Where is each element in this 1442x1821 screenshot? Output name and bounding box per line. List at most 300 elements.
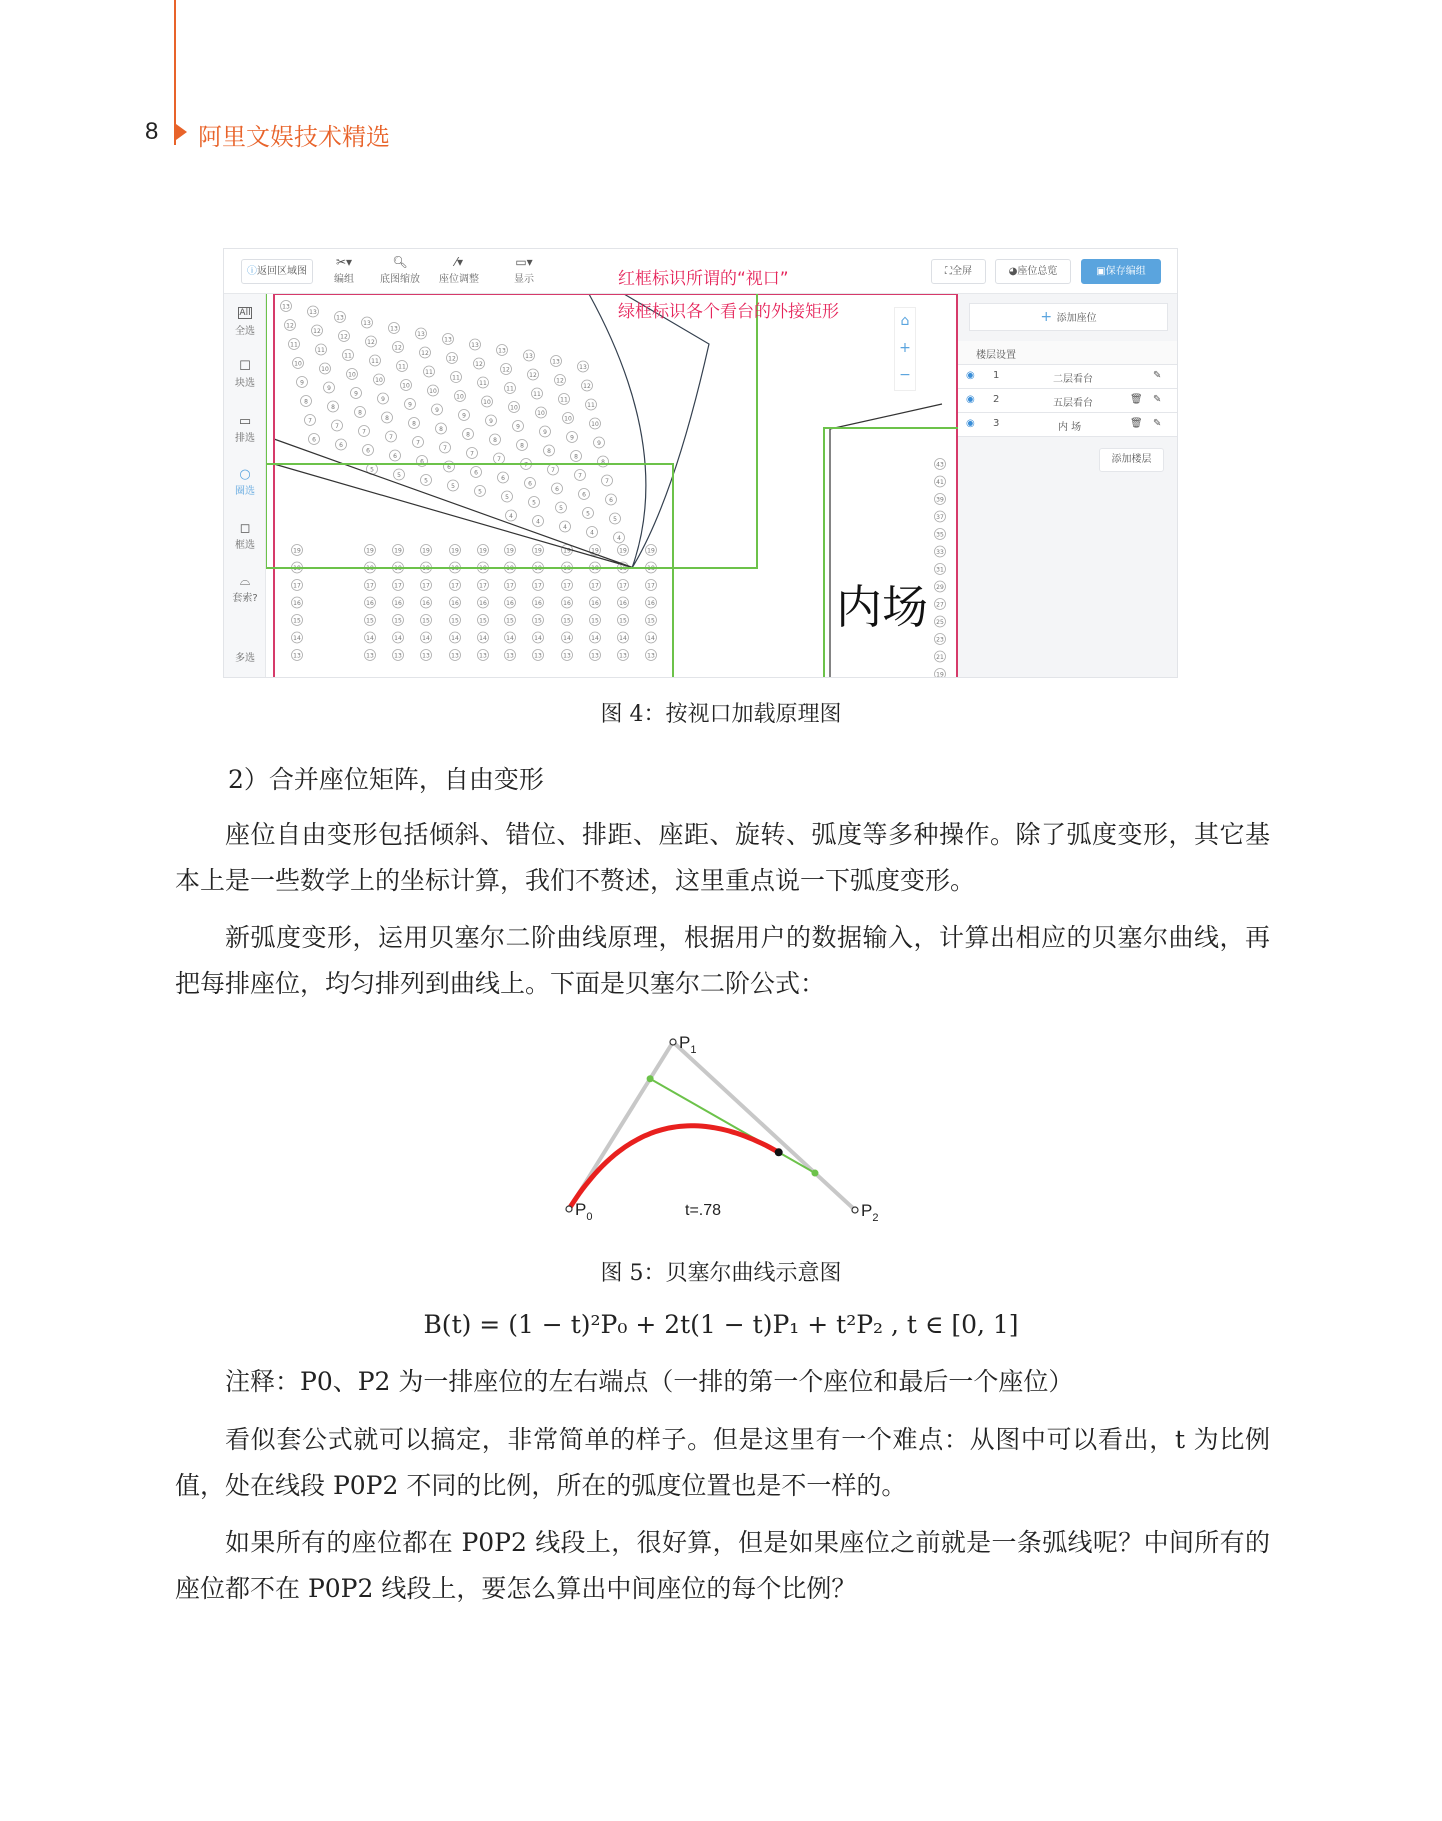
seat[interactable]	[618, 650, 629, 661]
svg-text:43: 43	[936, 461, 944, 469]
seat[interactable]	[509, 402, 520, 413]
seat[interactable]	[421, 475, 432, 486]
seat[interactable]	[533, 545, 544, 556]
svg-text:13: 13	[591, 652, 599, 660]
seat[interactable]	[343, 350, 354, 361]
seat[interactable]	[292, 632, 303, 643]
seat[interactable]	[935, 546, 946, 557]
seat[interactable]	[618, 615, 629, 626]
seat[interactable]	[935, 459, 946, 470]
svg-text:9: 9	[489, 418, 493, 425]
zoom-out-icon[interactable]: −	[899, 367, 911, 383]
seat[interactable]	[478, 632, 489, 643]
edit-icon[interactable]: ✎	[1153, 418, 1162, 429]
seat[interactable]	[324, 382, 335, 393]
svg-text:19: 19	[619, 547, 627, 555]
seat[interactable]	[459, 410, 470, 421]
note: 注释：P0、P2 为一排座位的左右端点（一排的第一个座位和最后一个座位）	[225, 1367, 1074, 1396]
svg-text:41: 41	[936, 479, 944, 486]
svg-text:19: 19	[563, 547, 571, 555]
seat[interactable]	[562, 580, 573, 591]
seat[interactable]	[365, 650, 376, 661]
svg-text:5: 5	[370, 466, 374, 474]
seat[interactable]	[416, 328, 427, 339]
svg-text:17: 17	[563, 582, 571, 590]
svg-text:17: 17	[647, 582, 655, 590]
save-group-button[interactable]: ▣保存编组	[1081, 259, 1161, 284]
seat[interactable]	[421, 545, 432, 556]
seat[interactable]	[365, 632, 376, 643]
back-icon: ⓘ	[247, 266, 257, 277]
control-point	[852, 1207, 858, 1213]
seat[interactable]	[602, 475, 613, 486]
seat[interactable]	[393, 615, 404, 626]
seat[interactable]	[562, 632, 573, 643]
svg-text:17: 17	[534, 582, 542, 590]
seat[interactable]	[285, 320, 296, 331]
seat[interactable]	[320, 363, 331, 374]
seat[interactable]	[328, 401, 339, 412]
seat[interactable]	[421, 650, 432, 661]
select-circle[interactable]: ○ 圈选	[224, 467, 266, 497]
section-heading: 2）合并座位矩阵，自由变形	[228, 765, 544, 794]
seat[interactable]	[443, 334, 454, 345]
seat[interactable]	[450, 615, 461, 626]
seat[interactable]	[386, 431, 397, 442]
svg-text:14: 14	[619, 635, 627, 642]
multi-select[interactable]: 多选	[235, 653, 255, 664]
seat[interactable]	[405, 399, 416, 410]
seat[interactable]	[590, 632, 601, 643]
svg-text:8: 8	[574, 453, 578, 461]
seat[interactable]	[467, 448, 478, 459]
svg-text:13: 13	[417, 331, 425, 338]
seat[interactable]	[363, 445, 374, 456]
seat[interactable]	[563, 413, 574, 424]
svg-text:4: 4	[509, 513, 513, 520]
svg-text:13: 13	[293, 652, 301, 660]
svg-text:15: 15	[647, 617, 655, 625]
seat[interactable]	[293, 358, 304, 369]
seat[interactable]	[935, 511, 946, 522]
seat[interactable]	[594, 437, 605, 448]
seat[interactable]	[378, 393, 389, 404]
seat[interactable]	[447, 353, 458, 364]
seat[interactable]	[513, 421, 524, 432]
seat[interactable]	[562, 650, 573, 661]
seat[interactable]	[529, 497, 540, 508]
seat[interactable]	[548, 464, 559, 475]
expand-icon: ⛶	[945, 266, 952, 277]
seat[interactable]	[590, 418, 601, 429]
seat[interactable]	[935, 494, 946, 505]
seat[interactable]	[555, 375, 566, 386]
seat[interactable]	[478, 580, 489, 591]
seat[interactable]	[421, 580, 432, 591]
seat[interactable]	[478, 597, 489, 608]
seat[interactable]	[578, 361, 589, 372]
seat[interactable]	[482, 396, 493, 407]
svg-text:8: 8	[601, 459, 605, 466]
seat[interactable]	[440, 442, 451, 453]
seat[interactable]	[451, 372, 462, 383]
seat[interactable]	[474, 358, 485, 369]
svg-text:9: 9	[543, 429, 547, 436]
seat[interactable]	[394, 469, 405, 480]
seat[interactable]	[582, 380, 593, 391]
seat[interactable]	[450, 545, 461, 556]
annotation-red: 红框标识所谓的“视口”	[618, 269, 789, 289]
seat[interactable]	[524, 350, 535, 361]
svg-text:9: 9	[462, 412, 466, 420]
seat-overview-button[interactable]: ◕座位总览	[995, 259, 1071, 284]
seat[interactable]	[365, 580, 376, 591]
seat[interactable]	[533, 597, 544, 608]
floor-row[interactable]: ◉ 2 五层看台 🗑︎ ✎	[958, 389, 1178, 413]
floor-row[interactable]: ◉ 3 内 场 🗑︎ ✎	[958, 413, 1178, 437]
seat[interactable]	[424, 366, 435, 377]
floor-row[interactable]: ◉ 1 二层看台 ✎	[958, 365, 1178, 389]
seat[interactable]	[289, 339, 300, 350]
seat[interactable]	[292, 615, 303, 626]
svg-text:11: 11	[398, 363, 406, 371]
seat[interactable]	[421, 632, 432, 643]
svg-text:5: 5	[559, 505, 563, 512]
seat[interactable]	[413, 437, 424, 448]
seat[interactable]	[421, 597, 432, 608]
tool-adjust-seats[interactable]: ⁄▾ 座位调整	[429, 255, 489, 285]
seat[interactable]	[935, 564, 946, 575]
svg-text:5: 5	[397, 472, 401, 479]
seat[interactable]	[583, 508, 594, 519]
seat[interactable]	[935, 651, 946, 662]
svg-text:10: 10	[564, 415, 572, 423]
seat[interactable]	[575, 470, 586, 481]
seat[interactable]	[598, 456, 609, 467]
home-icon[interactable]: ⌂	[900, 313, 910, 329]
svg-text:16: 16	[366, 600, 374, 607]
all-icon: All	[239, 308, 251, 318]
seat[interactable]	[590, 597, 601, 608]
select-box[interactable]: ◻ 框选	[224, 521, 266, 551]
seat[interactable]	[397, 361, 408, 372]
seat[interactable]	[450, 597, 461, 608]
seat[interactable]	[292, 545, 303, 556]
svg-text:15: 15	[479, 617, 487, 625]
svg-text:7: 7	[578, 472, 582, 480]
seat[interactable]	[450, 580, 461, 591]
svg-text:15: 15	[293, 617, 301, 625]
seat[interactable]	[475, 486, 486, 497]
seat[interactable]	[532, 388, 543, 399]
seat[interactable]	[533, 615, 544, 626]
svg-text:19: 19	[591, 547, 599, 555]
svg-text:17: 17	[366, 582, 374, 590]
seat[interactable]	[935, 599, 946, 610]
seat[interactable]	[646, 650, 657, 661]
seat[interactable]	[432, 404, 443, 415]
seat[interactable]	[533, 516, 544, 527]
seat[interactable]	[506, 510, 517, 521]
svg-text:16: 16	[479, 600, 487, 607]
trash-icon[interactable]: 🗑︎	[1130, 394, 1143, 405]
seat[interactable]	[505, 580, 516, 591]
seat[interactable]	[533, 580, 544, 591]
seat[interactable]	[393, 580, 404, 591]
seat[interactable]	[362, 317, 373, 328]
svg-text:6: 6	[447, 464, 451, 471]
svg-text:11: 11	[452, 374, 460, 382]
paragraph: 新弧度变形，运用贝塞尔二阶曲线原理，根据用户的数据输入，计算出相应的贝塞尔曲线，再把每排座位，均匀排列到曲线上。下面是贝塞尔二阶公式：	[175, 923, 1270, 998]
seat[interactable]	[536, 407, 547, 418]
seat[interactable]	[528, 369, 539, 380]
seat[interactable]	[935, 616, 946, 627]
seat[interactable]	[646, 580, 657, 591]
seat[interactable]	[497, 345, 508, 356]
seat[interactable]	[505, 383, 516, 394]
seat[interactable]	[374, 374, 385, 385]
svg-text:16: 16	[563, 600, 571, 607]
seat[interactable]	[498, 472, 509, 483]
seat[interactable]	[618, 597, 629, 608]
seat[interactable]	[471, 467, 482, 478]
seat[interactable]	[305, 415, 316, 426]
seat[interactable]	[478, 650, 489, 661]
seat[interactable]	[292, 650, 303, 661]
svg-text:8: 8	[439, 426, 443, 433]
seat[interactable]	[292, 580, 303, 591]
svg-text:15: 15	[506, 617, 514, 625]
seat[interactable]	[618, 545, 629, 556]
seat[interactable]	[486, 415, 497, 426]
back-to-area-button[interactable]: ⓘ返回区域图	[241, 259, 313, 284]
seat[interactable]	[560, 521, 571, 532]
seat[interactable]	[297, 377, 308, 388]
seat[interactable]	[365, 545, 376, 556]
svg-text:8: 8	[412, 420, 416, 428]
svg-text:17: 17	[394, 582, 402, 590]
seat[interactable]	[606, 494, 617, 505]
seat[interactable]	[505, 615, 516, 626]
seat[interactable]	[301, 396, 312, 407]
edit-icon[interactable]: ✎	[1153, 394, 1162, 405]
seat[interactable]	[351, 388, 362, 399]
seat[interactable]	[339, 331, 350, 342]
seat[interactable]	[610, 513, 621, 524]
seat[interactable]	[571, 451, 582, 462]
seat[interactable]	[470, 339, 481, 350]
pie-icon: ◕	[1008, 266, 1018, 277]
seat[interactable]	[551, 356, 562, 367]
seat[interactable]	[544, 445, 555, 456]
svg-text:9: 9	[354, 390, 358, 398]
seat[interactable]	[646, 632, 657, 643]
seat[interactable]	[393, 597, 404, 608]
seat[interactable]	[590, 580, 601, 591]
seat[interactable]	[614, 532, 625, 543]
lasso-icon: ⌓	[239, 574, 251, 589]
seat[interactable]	[478, 545, 489, 556]
seat[interactable]	[540, 426, 551, 437]
tool-group[interactable]: ✂▾ 编组	[314, 255, 374, 285]
seat[interactable]	[332, 420, 343, 431]
seat[interactable]	[444, 461, 455, 472]
svg-text:14: 14	[293, 635, 301, 642]
svg-text:13: 13	[552, 358, 560, 366]
svg-text:17: 17	[422, 582, 430, 590]
seat[interactable]	[501, 364, 512, 375]
seat[interactable]	[590, 615, 601, 626]
seat[interactable]	[533, 632, 544, 643]
bezier-curve	[569, 1126, 779, 1209]
svg-text:19: 19	[422, 547, 430, 555]
seat[interactable]	[618, 580, 629, 591]
add-floor-button[interactable]: 添加楼层	[1099, 448, 1164, 472]
seat[interactable]	[505, 650, 516, 661]
seat[interactable]	[517, 440, 528, 451]
seat[interactable]	[335, 312, 346, 323]
seat[interactable]	[556, 502, 567, 513]
eye-icon[interactable]: ◉	[966, 418, 975, 429]
seat[interactable]	[618, 632, 629, 643]
seat[interactable]	[370, 355, 381, 366]
seat[interactable]	[494, 453, 505, 464]
seat[interactable]	[525, 478, 536, 489]
seat[interactable]	[587, 527, 598, 538]
seat[interactable]	[590, 650, 601, 661]
svg-text:18: 18	[394, 565, 402, 572]
seat[interactable]	[935, 581, 946, 592]
svg-text:19: 19	[647, 547, 655, 555]
svg-text:10: 10	[483, 399, 491, 406]
seat[interactable]	[409, 418, 420, 429]
seat[interactable]	[450, 650, 461, 661]
seat[interactable]	[316, 344, 327, 355]
seat[interactable]	[567, 432, 578, 443]
seat[interactable]	[505, 632, 516, 643]
svg-text:16: 16	[647, 600, 655, 607]
seat[interactable]	[366, 336, 377, 347]
seat[interactable]	[389, 323, 400, 334]
seat[interactable]	[502, 491, 513, 502]
svg-text:5: 5	[613, 516, 617, 523]
svg-text:15: 15	[394, 617, 402, 625]
seat[interactable]	[646, 615, 657, 626]
seat[interactable]	[309, 434, 320, 445]
seat[interactable]	[420, 347, 431, 358]
seat[interactable]	[448, 480, 459, 491]
tool-zoom-map[interactable]: 🔍︎ 底图缩放	[370, 255, 430, 285]
svg-text:5: 5	[478, 488, 482, 496]
add-seat-button[interactable]: + 添加座位	[969, 303, 1168, 331]
seat[interactable]	[281, 301, 292, 312]
svg-text:19: 19	[479, 547, 487, 555]
seat[interactable]	[336, 439, 347, 450]
select-row[interactable]: ▭ 排选	[224, 414, 266, 444]
seat[interactable]	[586, 399, 597, 410]
seat[interactable]	[552, 483, 563, 494]
edit-icon[interactable]: ✎	[1153, 370, 1162, 381]
seat[interactable]	[935, 529, 946, 540]
seat[interactable]	[393, 650, 404, 661]
tool-display[interactable]: ▭▾ 显示	[494, 255, 554, 285]
seat[interactable]	[646, 597, 657, 608]
seat[interactable]	[505, 597, 516, 608]
select-lasso[interactable]: ⌓ 套索?	[224, 574, 266, 604]
svg-text:19: 19	[366, 547, 374, 555]
seat[interactable]	[382, 412, 393, 423]
seat[interactable]	[463, 429, 474, 440]
seat[interactable]	[428, 385, 439, 396]
seat[interactable]	[365, 615, 376, 626]
select-all[interactable]: All 全选	[235, 308, 255, 337]
seat[interactable]	[490, 434, 501, 445]
svg-text:13: 13	[422, 652, 430, 660]
svg-text:9: 9	[570, 434, 574, 442]
svg-text:17: 17	[506, 582, 514, 590]
seat[interactable]	[347, 369, 358, 380]
svg-text:9: 9	[381, 396, 385, 403]
seat[interactable]	[935, 634, 946, 645]
seat[interactable]	[365, 597, 376, 608]
svg-text:16: 16	[451, 600, 459, 607]
seat[interactable]	[562, 597, 573, 608]
eye-icon[interactable]: ◉	[966, 394, 975, 405]
seat[interactable]	[559, 394, 570, 405]
svg-text:19: 19	[534, 547, 542, 555]
seat[interactable]	[478, 615, 489, 626]
select-block[interactable]: ☐ 块选	[224, 359, 266, 389]
seat[interactable]	[455, 391, 466, 402]
eye-icon[interactable]: ◉	[966, 370, 975, 381]
svg-text:18: 18	[534, 565, 542, 572]
seat[interactable]	[359, 426, 370, 437]
svg-text:13: 13	[309, 309, 317, 316]
seat[interactable]	[450, 632, 461, 643]
seat[interactable]	[390, 450, 401, 461]
seat[interactable]	[312, 325, 323, 336]
seat[interactable]	[562, 615, 573, 626]
fullscreen-button[interactable]: ⛶全屏	[931, 259, 986, 284]
seat[interactable]	[935, 476, 946, 487]
svg-text:13: 13	[534, 652, 542, 660]
seat[interactable]	[935, 669, 946, 679]
paragraph: 如果所有的座位都在 P0P2 线段上，很好算，但是如果座位之前就是一条弧线呢？中间所有的座位都不在 P0P2 线段上，要怎么算出中间座位的每个比例？	[175, 1528, 1270, 1603]
seat[interactable]	[308, 306, 319, 317]
seat[interactable]	[292, 597, 303, 608]
svg-text:10: 10	[429, 388, 437, 395]
seat[interactable]	[646, 545, 657, 556]
svg-text:14: 14	[394, 635, 402, 642]
svg-text:10: 10	[348, 371, 356, 379]
trash-icon[interactable]: 🗑︎	[1130, 418, 1143, 429]
seat[interactable]	[436, 423, 447, 434]
seat[interactable]	[505, 545, 516, 556]
stand-curve	[589, 294, 709, 568]
seat[interactable]	[421, 615, 432, 626]
seat[interactable]	[393, 545, 404, 556]
zoom-in-icon[interactable]: +	[899, 340, 911, 356]
seat[interactable]	[579, 489, 590, 500]
seat[interactable]	[533, 650, 544, 661]
seat[interactable]	[355, 407, 366, 418]
seat[interactable]	[401, 380, 412, 391]
seat[interactable]	[393, 632, 404, 643]
seat[interactable]	[393, 342, 404, 353]
viewport-figure	[223, 248, 1178, 678]
seat[interactable]	[478, 377, 489, 388]
interpolation-point	[647, 1075, 654, 1082]
